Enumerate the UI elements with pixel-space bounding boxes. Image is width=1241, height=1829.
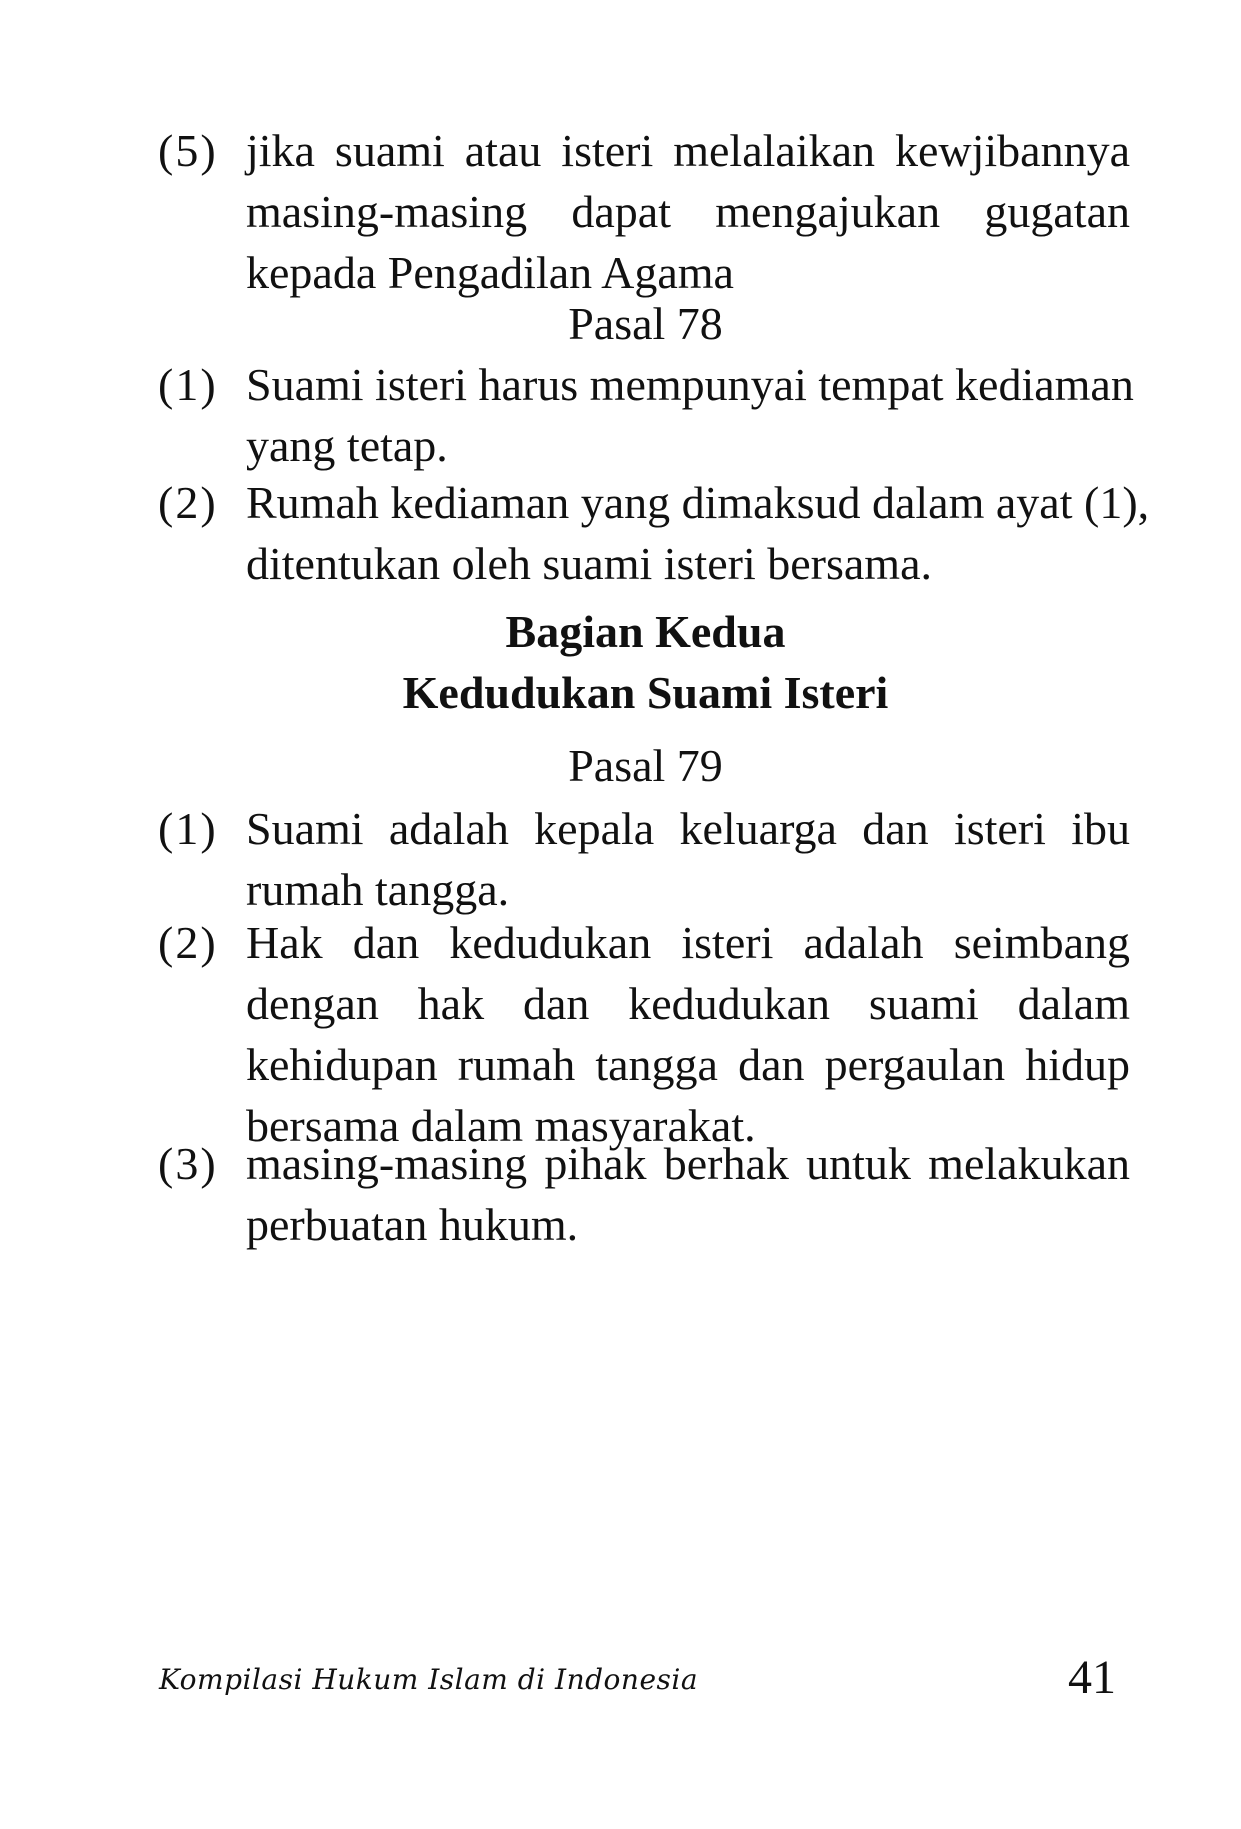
text-line: Suami isteri harus mempunyai tempat kediaman [246,359,1134,410]
pasal-79-ayat-1 [158,798,1130,920]
section-heading: Bagian Kedua [505,606,786,657]
ayat-number: (1) [158,803,218,854]
text-line: bersama dalam masyarakat. [246,1100,756,1151]
ayat-number: (2) [158,917,218,968]
text-line: yang tetap. [246,420,448,471]
section-subheading: Kedudukan Suami Isteri [402,667,889,718]
pasal-79-ayat-2 [158,912,1130,1156]
text-line: kepada Pengadilan Agama [246,247,734,298]
pasal-79-heading: Pasal 79 [568,740,723,791]
pasal-78-ayat-2 [158,472,1150,594]
ayat-text [246,1133,1130,1255]
text-line: Rumah kediaman yang dimaksud dalam ayat (1), [246,477,1150,528]
text-line: dengan hak dan kedudukan suami dalam [246,978,1130,1029]
ayat-number: (2) [158,477,218,528]
ayat-text [246,472,1149,594]
ayat-number: (1) [158,359,218,410]
ayat-text [246,120,1130,303]
text-line: Suami adalah kepala keluarga dan isteri ibu [246,803,1130,854]
text-line: Hak dan kedudukan isteri adalah seimbang [246,917,1130,968]
ayat-text [246,354,1134,476]
pasal-78-ayat-1 [158,354,1134,476]
ayat-text [246,912,1130,1156]
text-line: masing-masing dapat mengajukan gugatan [246,186,1130,237]
footer-book-title: Kompilasi Hukum Islam di Indonesia [159,1663,699,1696]
text-line: masing-masing pihak berhak untuk melakukan [246,1138,1130,1189]
text-line: kehidupan rumah tangga dan pergaulan hidup [246,1039,1130,1090]
text-line: perbuatan hukum. [246,1199,579,1250]
ayat-number: (5) [158,125,218,176]
ayat-number: (3) [158,1138,218,1189]
pasal-79-ayat-3 [158,1133,1130,1255]
pasal-78-heading: Pasal 78 [568,298,723,349]
pasal-77-ayat-5 [158,120,1130,303]
text-line: rumah tangga. [246,864,510,915]
page-number: 41 [1068,1651,1116,1704]
text-line: ditentukan oleh suami isteri bersama. [246,538,932,589]
ayat-text [246,798,1130,920]
text-line: jika suami atau isteri melalaikan kewjibannya [246,125,1130,176]
